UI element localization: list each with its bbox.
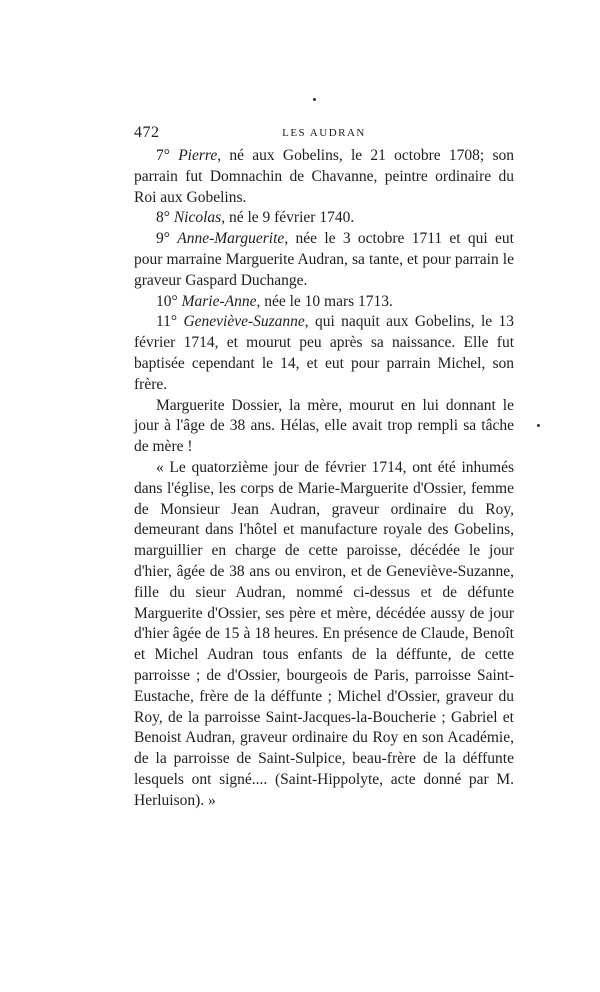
item-number: 7° — [156, 147, 179, 164]
item-number: 9° — [156, 230, 178, 248]
item-number: 10° — [156, 292, 182, 310]
child-name: Geneviève-Suzanne — [183, 313, 305, 331]
print-speck — [313, 98, 316, 101]
paragraph-mother-death: Marguerite Dossier, la mère, mourut en lui donnant le jour à l'âge de 38 ans. Hélas, elle avait trop rempli sa tâche de mère ! — [134, 396, 514, 456]
item-number: 11° — [156, 313, 184, 331]
paragraph-child-11 — [134, 312, 514, 395]
page-number: 472 — [134, 124, 160, 141]
item-text: , né le 9 février 1740. — [221, 209, 355, 227]
paragraph-child-10 — [134, 292, 514, 313]
item-number: 8° — [156, 209, 174, 227]
item-text: , né aux Gobelins, le 21 octobre 1708; son parrain fut Domnachin de Chavanne, peintre ordinaire du Roi aux Gobelins. — [134, 147, 514, 206]
child-name: Pierre — [178, 147, 218, 164]
paragraph-child-8 — [134, 208, 514, 229]
running-title: LES AUDRAN — [282, 127, 366, 139]
paragraph-child-7 — [134, 146, 514, 208]
child-name: Nicolas — [173, 209, 222, 227]
item-text: , née le 3 octobre 1711 et qui eut pour marraine Marguerite Audran, sa tante, et pour parrain le graveur Gaspard Duchange. — [134, 230, 514, 289]
child-name: Marie-Anne — [181, 292, 257, 310]
item-text: , née le 10 mars 1713. — [256, 292, 393, 310]
item-text: , qui naquit aux Gobelins, le 13 février 1714, et mourut peu après sa naissance. Elle fut baptisée cependant le 14, et eut pour parrain Michel, son frère. — [134, 313, 514, 393]
child-name: Anne-Marguerite — [177, 230, 285, 248]
print-speck — [537, 424, 540, 427]
page-header — [134, 124, 514, 142]
paragraph-burial-record: « Le quatorzième jour de février 1714, ont été inhumés dans l'église, les corps de Marie-Marguerite d'Ossier, femme de Monsieur Jean Audran, graveur ordinaire du Roy, demeurant dans l'hôtel et manufacture royale des Gobelins, marguillier en charge de cette paroisse, décédée le jour d'hier, âgée de 38 ans ou environ, et de Geneviève-Suzanne, fille du sieur Audran, nommé ci-dessus et de défunte Marguerite d'Ossier, ses père et mère, décédée aussy de jour d'hier âgée de 15 à 18 heures. En présence de Claude, Benoît et Michel Audran tous enfants de la déffunte, de cette parroisse ; de d'Ossier, bourgeois de Paris, parroisse Saint-Eustache, frère de la déffunte ; Michel d'Ossier, graveur du Roy, de la parroisse Saint-Jacques-la-Boucherie ; Gabriel et Benoist Audran, graveur ordinaire du Roy en son Académie, de la parroisse de Saint-Sulpice, beau-frère de la déffunte lesquels ont signé.... (Saint-Hippolyte, acte donné par M. Herluison). » — [134, 458, 514, 809]
body-text — [134, 146, 514, 812]
paragraph-child-9 — [134, 229, 514, 291]
